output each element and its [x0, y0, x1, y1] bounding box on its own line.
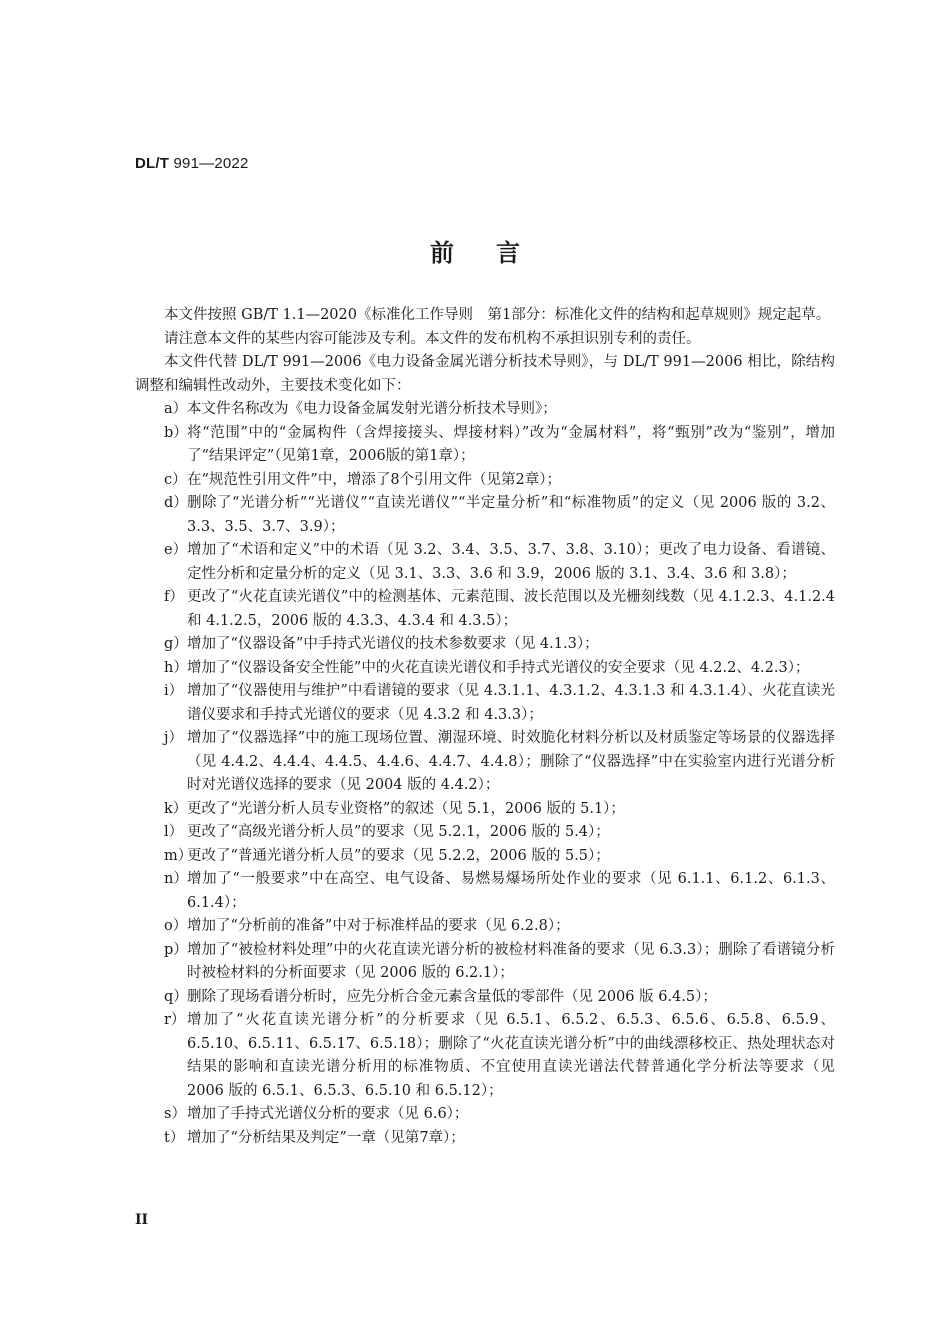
list-item: [135, 398, 835, 422]
list-item: [135, 469, 835, 493]
list-item-label: o）: [164, 918, 188, 934]
list-item: [135, 539, 835, 586]
list-item-label: i）: [164, 683, 184, 699]
list-item-text: 增加了“被检材料处理”中的火花直读光谱分析的被检材料准备的要求（见 6.3.3）；删除了看谱镜分析时被检材料的分析面要求（见 2006 版的 6.2.1）；: [187, 941, 835, 981]
list-item: [135, 821, 835, 845]
list-item-label: l）: [164, 824, 184, 840]
list-item: [135, 986, 835, 1010]
list-item-label: n）: [164, 871, 188, 887]
list-item: [135, 492, 835, 539]
list-item: [135, 845, 835, 869]
list-item: [135, 586, 835, 633]
list-item-text: 增加了手持式光谱仪分析的要求（见 6.6）；: [187, 1106, 469, 1122]
list-item-label: a）: [164, 401, 188, 417]
list-item-text: 在“规范性引用文件”中，增添了8个引用文件（见第2章）；: [187, 471, 562, 488]
list-item: [135, 798, 835, 822]
list-item: [135, 633, 835, 657]
list-item-text: 更改了“普通光谱分析人员”的要求（见 5.2.2，2006 版的 5.5）；: [187, 847, 610, 864]
list-item: [135, 868, 835, 915]
list-item: [135, 1127, 835, 1151]
list-item-text: 将“范围”中的“金属构件（含焊接接头、焊接材料）”改为“金属材料”，将“甄别”改为“鉴别”，增加了“结果评定”（见第1章，2006版的第1章）；: [187, 424, 835, 464]
list-item-text: 更改了“火花直读光谱仪”中的检测基体、元素范围、波长范围以及光栅刻线数（见 4.1.2.3、4.1.2.4 和 4.1.2.5，2006 版的 4.3.3、4.3.4 和 4.3.5）；: [187, 589, 835, 629]
paragraph: 本文件代替 DL/T 991—2006《电力设备金属光谱分析技术导则》，与 DL/T 991—2006 相比，除结构调整和编辑性改动外，主要技术变化如下：: [135, 354, 835, 394]
list-item-text: 增加了“分析前的准备”中对于标准样品的要求（见 6.2.8）；: [187, 918, 570, 934]
list-item-label: r）: [164, 1012, 186, 1028]
foreword-body: [135, 304, 835, 1150]
list-item-text: 增加了“分析结果及判定”一章（见第7章）；: [187, 1129, 465, 1146]
list-item-text: 本文件名称改为《电力设备金属发射光谱分析技术导则》；: [187, 401, 557, 417]
list-item-label: t）: [164, 1129, 185, 1146]
list-item-label: q）: [164, 988, 188, 1005]
list-item: [135, 657, 835, 681]
list-item-label: m）: [164, 847, 193, 864]
list-item-text: 增加了“术语和定义”中的术语（见 3.2、3.4、3.5、3.7、3.8、3.10）；更改了电力设备、看谱镜、定性分析和定量分析的定义（见 3.1、3.3、3.6 和 3.9，2006 版的 3.1、3.4、3.6 和 3.8）；: [187, 542, 835, 582]
list-item-label: p）: [164, 941, 188, 958]
list-item-label: f）: [164, 589, 184, 605]
list-item-text: 更改了“光谱分析人员专业资格”的叙述（见 5.1，2006 版的 5.1）；: [187, 800, 625, 817]
list-item-label: b）: [164, 424, 188, 441]
list-item-text: 更改了“高级光谱分析人员”的要求（见 5.2.1，2006 版的 5.4）；: [187, 824, 610, 840]
paragraph: 本文件按照 GB/T 1.1—2020《标准化工作导则 第1部分：标准化文件的结构和起草规则》规定起草。: [164, 307, 831, 323]
list-item-text: 增加了“火花直读光谱分析”的分析要求（见 6.5.1、6.5.2、6.5.3、6.5.6、6.5.8、6.5.9、6.5.10、6.5.11、6.5.17、6.5.18）；删除了“火花直读光谱分析”中的曲线漂移校正、热处理状态对结果的影响和直读光谱分析用的标准物质、不宜使用直读光谱法代替普通化学分析法等要求（见 2006 版的 6.5.1、6.5.3、6.5.10 和 6.5.12）；: [187, 1012, 835, 1099]
list-item: [135, 915, 835, 939]
list-item: [135, 680, 835, 727]
list-item-label: e）: [164, 542, 188, 558]
list-item-label: g）: [164, 636, 188, 652]
list-item: [135, 1103, 835, 1127]
document-code-prefix: DL/T: [135, 155, 170, 172]
list-item-label: k）: [164, 800, 188, 817]
list-item: [135, 422, 835, 469]
list-item: [135, 727, 835, 798]
page-title: 前言: [430, 239, 562, 267]
list-item-label: j）: [164, 730, 183, 746]
paragraph: 请注意本文件的某些内容可能涉及专利。本文件的发布机构不承担识别专利的责任。: [164, 330, 701, 347]
list-item-text: 删除了“光谱分析”“光谱仪”“直读光谱仪”“半定量分析”和“标准物质”的定义（见 2006 版的 3.2、3.3、3.5、3.7、3.9）；: [187, 495, 835, 535]
list-item-label: c）: [164, 471, 187, 488]
list-item-text: 增加了“仪器设备安全性能”中的火花直读光谱仪和手持式光谱仪的安全要求（见 4.2.2、4.2.3）；: [187, 659, 810, 676]
list-item: [135, 939, 835, 986]
document-code-number: 991—2022: [169, 155, 249, 172]
document-code: [135, 155, 249, 172]
list-item-text: 增加了“一般要求”中在高空、电气设备、易燃易爆场所处作业的要求（见 6.1.1、6.1.2、6.1.3、6.1.4）；: [187, 871, 835, 911]
list-item-label: h）: [164, 659, 188, 676]
list-item: [135, 1009, 835, 1103]
list-item-label: s）: [164, 1106, 186, 1122]
list-item-text: 增加了“仪器使用与维护”中看谱镜的要求（见 4.3.1.1、4.3.1.2、4.3.1.3 和 4.3.1.4）、火花直读光谱仪要求和手持式光谱仪的要求（见 4.3.2 和 4.3.3）；: [187, 683, 835, 723]
list-item-label: d）: [164, 495, 188, 511]
page-number: II: [135, 1212, 149, 1228]
list-item-text: 增加了“仪器设备”中手持式光谱仪的技术参数要求（见 4.1.3）；: [187, 636, 599, 652]
list-item-text: 增加了“仪器选择”中的施工现场位置、潮湿环境、时效脆化材料分析以及材质鉴定等场景的仪器选择（见 4.4.2、4.4.4、4.4.5、4.4.6、4.4.7、4.4.8）；删除了“仪器选择”中在实验室内进行光谱分析时对光谱仪选择的要求（见 2004 版的 4.4.2）；: [187, 730, 835, 793]
change-list: [135, 398, 835, 1150]
list-item-text: 删除了现场看谱分析时，应先分析合金元素含量低的零部件（见 2006 版 6.4.5）；: [187, 988, 717, 1005]
